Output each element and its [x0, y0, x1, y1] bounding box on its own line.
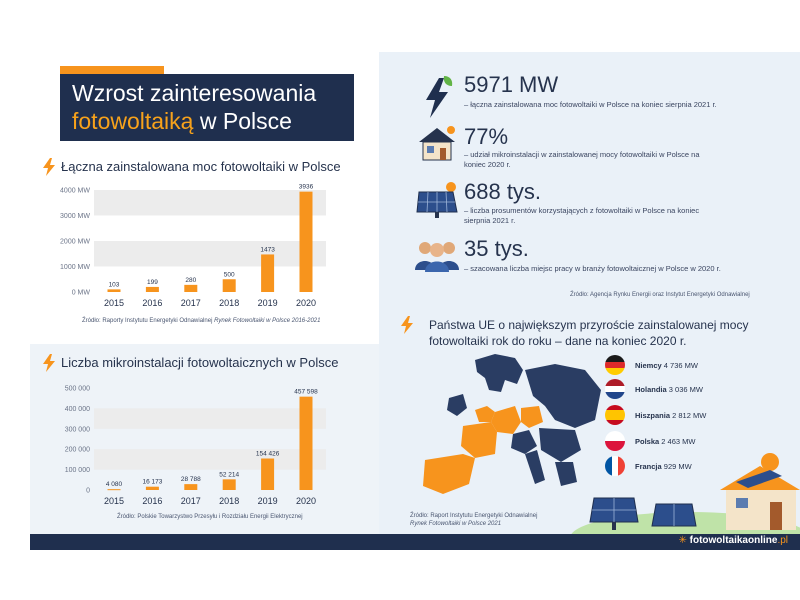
footer-bar	[30, 534, 800, 550]
title-line1: Wzrost zainteresowania	[72, 80, 317, 106]
title-accent-bar	[60, 66, 164, 74]
x-tick-label: 2019	[257, 496, 278, 506]
country-value: 3 036 MW	[668, 385, 703, 394]
country-name: Hiszpania	[635, 411, 671, 420]
data-label: 500	[223, 271, 235, 279]
y-tick-label: 400 000	[64, 405, 90, 413]
country-value: 2 463 MW	[661, 437, 696, 446]
germany-flag-icon	[605, 355, 625, 375]
spain-flag-icon	[605, 405, 625, 425]
x-tick-label: 2020	[295, 298, 317, 308]
bar	[300, 192, 313, 292]
bar	[146, 487, 159, 490]
grid-band	[94, 449, 326, 469]
brand-logo	[678, 535, 788, 546]
y-tick-label: 500 000	[64, 385, 90, 393]
data-label: 457 598	[294, 388, 318, 396]
eu-source	[410, 512, 537, 528]
data-label: 1473	[260, 246, 275, 254]
country-value: 2 812 MW	[672, 411, 707, 420]
bar	[300, 397, 313, 490]
poland-flag-icon	[605, 431, 625, 451]
y-tick-label: 1000 MW	[60, 264, 90, 271]
bar	[184, 484, 197, 490]
data-label: 199	[146, 278, 158, 286]
x-tick-label: 2018	[219, 298, 240, 308]
stat-desc: – szacowana liczba miejsc pracy w branży fotowoltaicznej w Polsce w 2020 r.	[464, 264, 721, 273]
x-tick-label: 2015	[103, 496, 125, 506]
stat-value: 688 tys.	[464, 179, 542, 204]
chart2-heading: Liczba mikroinstalacji fotowoltaicznych w Polsce	[61, 355, 339, 370]
infographic	[30, 52, 800, 550]
bar	[108, 289, 121, 292]
country-value: 4 736 MW	[663, 361, 698, 370]
y-tick-label: 200 000	[64, 446, 90, 454]
bar	[108, 489, 121, 490]
x-tick-label: 2019	[257, 298, 278, 308]
y-tick-label: 0 MW	[71, 289, 90, 297]
title-line2	[72, 108, 292, 135]
data-label: 28 788	[180, 476, 201, 484]
data-label: 4 080	[105, 481, 123, 489]
bar	[146, 287, 159, 292]
y-tick-label: 0	[86, 487, 90, 495]
title-highlight: fotowoltaiką	[72, 108, 194, 134]
sun-icon: ✳	[678, 535, 687, 546]
country-name: Holandia	[635, 385, 667, 394]
stat-desc: – udział mikroinstalacji w zainstalowanej mocy fotowoltaiki w Polsce na koniec 2020 r.	[464, 150, 700, 169]
workers-icon	[413, 236, 461, 272]
chart1-plot	[30, 180, 379, 314]
country-poland	[635, 437, 695, 446]
data-label: 280	[185, 276, 197, 284]
y-tick-label: 3000 MW	[60, 213, 90, 220]
house-solar-icon	[415, 124, 459, 162]
x-tick-label: 2016	[142, 298, 163, 308]
x-tick-label: 2015	[103, 298, 125, 308]
chart1-source-text: Źródło: Raporty Instytutu Energetyki Odnawialnej	[82, 318, 215, 324]
lightning-icon	[400, 316, 414, 334]
chart2-plot	[30, 378, 379, 512]
lightning-leaf-icon	[420, 74, 454, 120]
y-tick-label: 100 000	[64, 467, 90, 475]
eu-heading	[429, 317, 748, 349]
title-box	[60, 74, 354, 141]
stat-value: 35 tys.	[464, 236, 529, 261]
eu-heading-line1: Państwa UE o największym przyroście zainstalowanej mocy	[429, 318, 749, 332]
x-tick-label: 2017	[180, 298, 201, 308]
title-rest: w Polsce	[193, 108, 292, 134]
data-label: 52 214	[219, 471, 240, 479]
chart1-source-italic: Rynek Fotowoltaiki w Polsce 2016-2021	[214, 318, 321, 324]
bar	[223, 279, 236, 292]
country-name: Niemcy	[635, 361, 662, 370]
country-name: Francja	[635, 462, 662, 471]
grid-band	[94, 190, 326, 216]
country-germany	[635, 361, 698, 370]
logo-text: fotowoltaikaonline	[689, 535, 778, 546]
country-spain	[635, 411, 706, 420]
chart1-source	[82, 318, 320, 324]
eu-source-line1: Źródło: Raport Instytutu Energetyki Odnawialnej	[410, 513, 538, 519]
x-tick-label: 2017	[180, 496, 201, 506]
data-label: 16 173	[142, 478, 163, 486]
stat-value: 5971 MW	[464, 72, 559, 97]
y-tick-label: 2000 MW	[60, 238, 90, 246]
lightning-icon	[42, 354, 56, 372]
x-tick-label: 2020	[295, 496, 317, 506]
data-label: 154 426	[255, 450, 280, 458]
y-tick-label: 300 000	[64, 426, 90, 434]
netherlands-flag-icon	[605, 379, 625, 399]
data-label: 103	[108, 281, 120, 289]
lightning-icon	[42, 158, 56, 176]
chart1-heading: Łączna zainstalowana moc fotowoltaiki w Polsce	[61, 159, 341, 174]
stat-desc: – liczba prosumentów korzystających z fotowoltaiki w Polsce na koniec sierpnia 2021 r.	[464, 206, 700, 225]
data-label: 3936	[298, 183, 314, 191]
bar	[261, 254, 274, 292]
x-tick-label: 2018	[219, 496, 240, 506]
country-name: Polska	[635, 437, 660, 446]
bar	[184, 285, 197, 292]
country-netherlands	[635, 385, 703, 394]
chart2-source: Źródło: Polskie Towarzystwo Przesyłu i Rozdziału Energii Elektrycznej	[117, 514, 303, 520]
stat-value: 77%	[464, 124, 509, 149]
grid-band	[94, 241, 326, 267]
country-value: 929 MW	[663, 462, 692, 471]
x-tick-label: 2016	[142, 496, 163, 506]
eu-source-line2: Rynek Fotowoltaiki w Polsce 2021	[410, 521, 502, 527]
logo-suffix: .pl	[777, 535, 788, 546]
stat-desc: – łączna zainstalowana moc fotowoltaiki w Polsce na koniec sierpnia 2021 r.	[464, 100, 717, 109]
eu-heading-line2: fotowoltaiki rok do roku – dane na koniec 2020 r.	[429, 334, 687, 348]
stats-source: Źródło: Agencja Rynku Energii oraz Instytut Energetyki Odnawialnej	[570, 292, 750, 298]
y-tick-label: 4000 MW	[60, 187, 90, 195]
solar-panel-icon	[415, 180, 461, 220]
solar-scene-illustration	[570, 452, 800, 534]
bar	[223, 479, 236, 490]
grid-band	[94, 408, 326, 428]
bar	[261, 458, 274, 490]
